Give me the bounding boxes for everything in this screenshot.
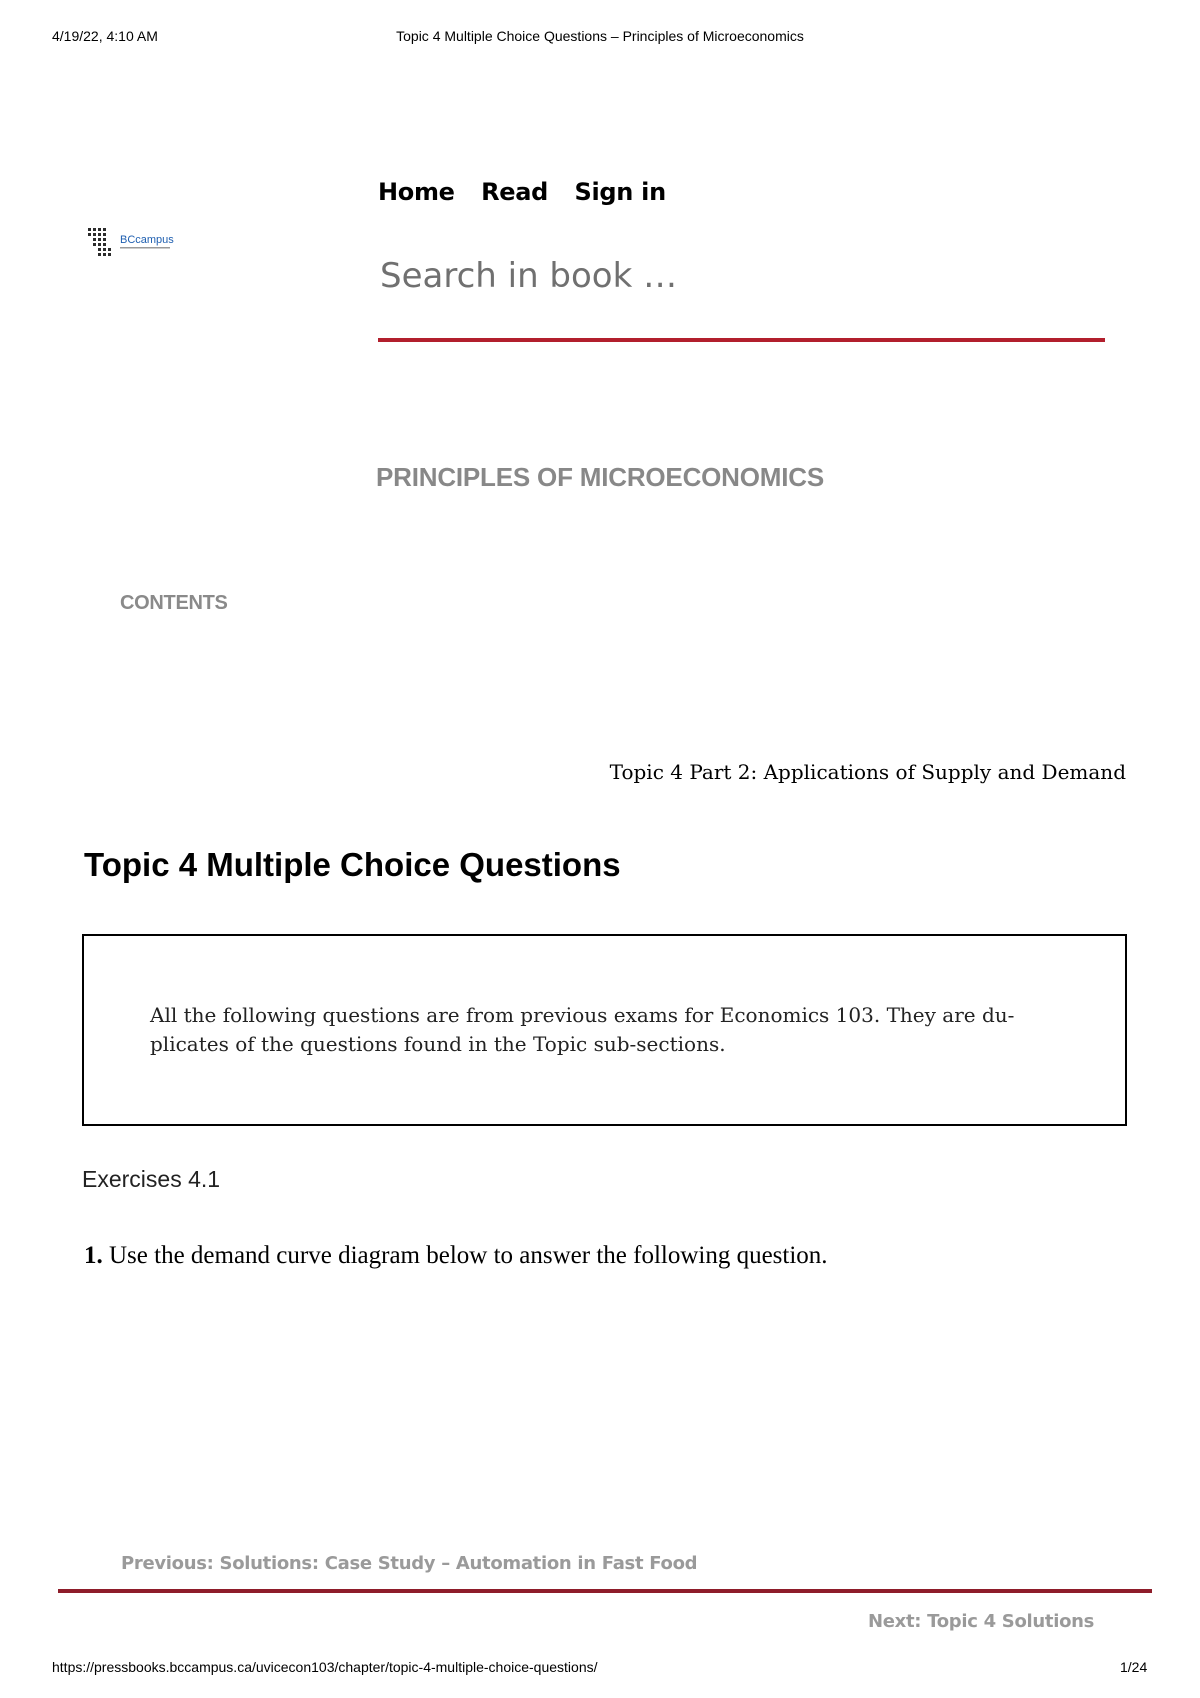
search-box (380, 256, 1100, 296)
question-1-text: Use the demand curve diagram below to answer the following question. (109, 1242, 828, 1269)
print-datetime: 4/19/22, 4:10 AM (52, 28, 158, 44)
search-input[interactable] (380, 256, 1100, 296)
previous-chapter-link[interactable]: Previous: Solutions: Case Study – Automation in Fast Food (121, 1553, 698, 1574)
bccampus-logo-icon (84, 226, 176, 262)
logo-text: BCcampus (120, 234, 174, 246)
search-underline (378, 338, 1105, 342)
intro-line-2: plicates of the questions found in the Topic sub-sections. (150, 1032, 726, 1056)
nav-home-link[interactable]: Home (378, 178, 455, 206)
next-chapter-link[interactable]: Next: Topic 4 Solutions (868, 1611, 1095, 1632)
print-url: https://pressbooks.bccampus.ca/uvicecon103/chapter/topic-4-multiple-choice-questions/ (52, 1659, 598, 1675)
question-1-number: 1. (84, 1242, 103, 1269)
intro-line-1: All the following questions are from previous exams for Economics 103. They are du- (150, 1003, 1015, 1027)
question-1 (84, 1242, 828, 1270)
intro-text (150, 1001, 1014, 1059)
nav-read-link[interactable]: Read (481, 178, 549, 206)
nav-sign-in-link[interactable]: Sign in (574, 178, 666, 206)
chapter-title: Topic 4 Multiple Choice Questions (84, 846, 621, 883)
print-page-number: 1/24 (1120, 1659, 1148, 1675)
top-nav (378, 178, 688, 206)
exercises-heading: Exercises 4.1 (82, 1166, 221, 1192)
pagination-divider (58, 1589, 1152, 1593)
part-label: Topic 4 Part 2: Applications of Supply and Demand (609, 760, 1126, 784)
book-title[interactable]: PRINCIPLES OF MICROECONOMICS (376, 462, 824, 492)
contents-toggle[interactable]: CONTENTS (120, 592, 228, 614)
print-page-title: Topic 4 Multiple Choice Questions – Principles of Microeconomics (396, 28, 804, 44)
bccampus-logo[interactable] (84, 226, 176, 267)
intro-textbox (82, 934, 1127, 1126)
